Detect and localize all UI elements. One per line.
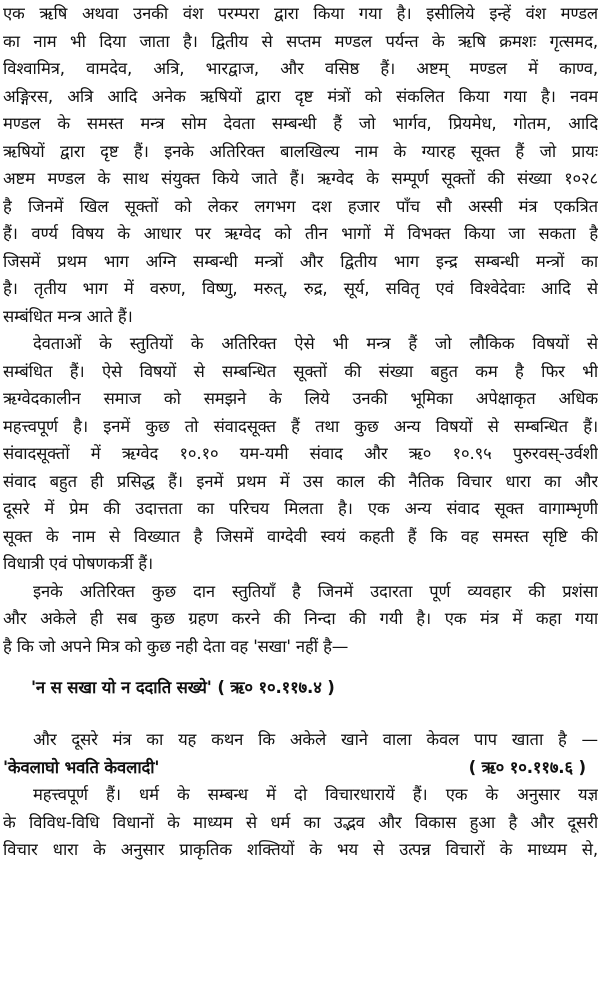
- text-line: सम्बंधित हैं। ऐसे विषयों से सम्बन्धित सूक्तों की संख्या बहुत कम है फिर भी: [3, 361, 598, 381]
- text-line: जिसमें प्रथम भाग अग्नि सम्बन्धी मन्त्रों और द्वितीय भाग इन्द्र सम्बन्धी मन्त्रों का: [3, 251, 598, 271]
- text-line: इनके अतिरिक्त कुछ दान स्तुतियाँ है जिनमें उदारता पूर्ण व्यवहार की प्रशंसा: [33, 581, 598, 601]
- text-line-second-mantra: और दूसरे मंत्र का यह कथन कि अकेले खाने वाला केवल पाप खाता है —: [33, 730, 598, 749]
- text-line: और अकेले ही सब कुछ ग्रहण करने की निन्दा की गयी है। एक मंत्र में कहा गया: [3, 609, 598, 628]
- paragraph-dharma: [3, 781, 598, 864]
- paragraph-laukik-mantras: [3, 330, 598, 578]
- text-line: सम्बंधित मन्त्र आते हैं।: [3, 306, 133, 326]
- text-line: एक ऋषि अथवा उनकी वंश परम्परा द्वारा किया गया है। इसीलिये इन्हें वंश मण्डल: [3, 4, 598, 23]
- text-line: का नाम भी दिया जाता है। द्वितीय से सप्तम मण्डल पर्यन्त के ऋषि क्रमशः गृत्समद,: [3, 31, 598, 51]
- text-line: के विविध-विधि विधानों के माध्यम से धर्म का उद्भव और विकास हुआ है और दूसरी: [3, 812, 598, 832]
- text-line: संवाद बहुत ही प्रसिद्ध हैं। इनमें प्रथम में उस काल की नैतिक विचार धारा का और: [3, 471, 598, 491]
- quotation-text: 'केवलाघो भवति केवलादी': [3, 757, 160, 777]
- quotation-reference: ( ऋ० १०.११७.६ ): [468, 757, 586, 777]
- text-line: सूक्त के नाम से विख्यात है जिसमें वाग्देवी स्वयं कहती हैं कि वह समस्त सृष्टि की: [3, 526, 598, 546]
- quotation-sakha: 'न स सखा यो न ददाति सख्ये' ( ऋ० १०.११७.४ ): [31, 678, 335, 697]
- text-line: विश्वामित्र, वामदेव, अत्रि, भारद्वाज, और वसिष्ठ हैं। अष्टम् मण्डल में काण्व,: [3, 59, 598, 78]
- spacer: [3, 698, 598, 726]
- text-line: महत्त्वपूर्ण है। इनमें कुछ तो संवादसूक्त हैं तथा कुछ अन्य विषयों से सम्बन्धित हैं।: [3, 416, 598, 436]
- text-line: देवताओं के स्तुतियों के अतिरिक्त ऐसे भी मन्त्र हैं जो लौकिक विषयों से: [33, 334, 598, 353]
- text-line: ऋग्वेदकालीन समाज को समझने के लिये उनकी भूमिका अपेक्षाकृत अधिक: [3, 389, 598, 408]
- text-line: महत्त्वपूर्ण हैं। धर्म के सम्बन्ध में दो विचारधारायें हैं। एक के अनुसार यज्ञ: [33, 785, 598, 804]
- text-line: विचार धारा के अनुसार प्राकृतिक शक्तियों के भय से उत्पन्न विचारों के माध्यम से,: [3, 840, 598, 859]
- paragraph-mandala-rishis: [3, 0, 598, 330]
- text-line: हैं। वर्ण्य विषय के आधार पर ऋग्वेद को तीन भागों में विभक्त किया जा सकता है: [3, 224, 598, 243]
- text-line: ऋषियों द्वारा दृष्ट हैं। इनके अतिरिक्त बालखिल्य नाम के ग्यारह सूक्त हैं जो प्रायः: [3, 141, 598, 161]
- text-line: मण्डल के समस्त मन्त्र सोम देवता सम्बन्धी हैं जो भार्गव, प्रियमेध, गोतम, आदि: [3, 114, 598, 133]
- text-line: संवादसूक्तों में ऋग्वेद १०.१० यम-यमी संवाद और ऋ० १०.९५ पुरुरवस्-उर्वशी: [3, 444, 598, 463]
- text-line: है। तृतीय भाग में वरुण, विष्णु, मरुत्, रुद्र, सूर्य, सवितृ एवं विश्वेदेवाः आदि से: [3, 279, 598, 298]
- text-line: है कि जो अपने मित्र को कुछ नही देता वह 'सखा' नहीं है—: [3, 636, 349, 656]
- text-line: विधात्री एवं पोषणकर्त्री हैं।: [3, 554, 154, 573]
- text-line: है जिनमें खिल सूक्तों को लेकर लगभग दश हजार पाँच सौ अस्सी मंत्र एकत्रित: [3, 196, 598, 216]
- paragraph-dana-stutis: [3, 578, 598, 661]
- quotation-kevalagho: [3, 754, 598, 782]
- text-line: अष्टम मण्डल के साथ संयुक्त किये जाते हैं। ऋग्वेद के सम्पूर्ण सूक्तों की संख्या १०२८: [3, 169, 598, 188]
- text-line: अङ्गिरस, अत्रि आदि अनेक ऋषियों द्वारा दृष्ट मंत्रों को संकलित किया गया है। नवम: [3, 86, 598, 106]
- text-line: दूसरे में प्रेम की उदात्तता का परिचय मिलता है। एक अन्य संवाद सूक्त वागाम्भृणी: [3, 499, 598, 518]
